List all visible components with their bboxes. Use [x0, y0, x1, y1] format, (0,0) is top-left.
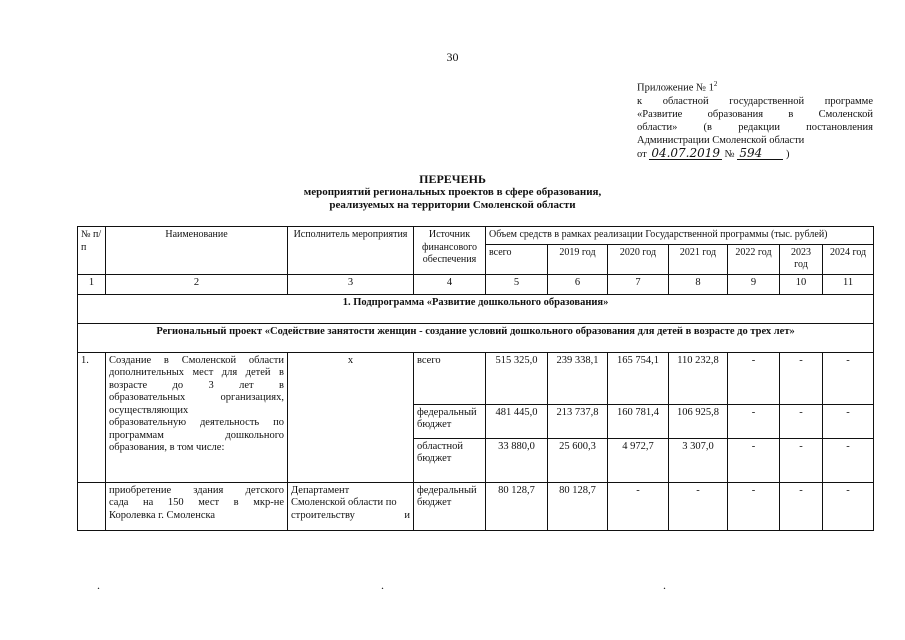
value-cell: 213 737,8 — [548, 404, 608, 438]
value-cell: 33 880,0 — [486, 438, 548, 482]
project-title: Региональный проект «Содействие занятости женщин - создание условий дошкольного образования для детей в возрасте до трех лет» — [78, 323, 874, 352]
header-year: всего — [486, 244, 548, 274]
section-row — [78, 294, 874, 323]
value-cell: - — [780, 404, 823, 438]
value-cell: - — [669, 482, 728, 530]
appendix-date-line: от 04.07.2019 № 594 ) — [637, 146, 790, 160]
header-year: 2020 год — [608, 244, 669, 274]
column-number: 11 — [823, 274, 874, 294]
header-year: 2022 год — [728, 244, 780, 274]
measures-table — [77, 226, 874, 531]
value-cell: 80 128,7 — [486, 482, 548, 530]
header-year: 2024 год — [823, 244, 874, 274]
header-year: 2021 год — [669, 244, 728, 274]
value-cell: 25 600,3 — [548, 438, 608, 482]
column-number: 1 — [78, 274, 106, 294]
appendix-title: Приложение № $1^2$ — [637, 80, 718, 94]
value-cell: - — [823, 482, 874, 530]
value-cell: - — [728, 352, 780, 404]
appendix-block — [637, 78, 873, 161]
header-volume: Объем средств в рамках реализации Государственной программы (тыс. рублей) — [486, 227, 874, 245]
row-source: всего — [414, 352, 486, 404]
footer-dot: . — [381, 578, 384, 592]
value-cell: 165 754,1 — [608, 352, 669, 404]
column-number: 3 — [288, 274, 414, 294]
appendix-line: к областной государственной программе — [637, 95, 873, 107]
column-number: 9 — [728, 274, 780, 294]
value-cell: - — [780, 438, 823, 482]
handwritten-date: 04.07.2019 — [651, 146, 721, 160]
header-num: № п/п — [78, 227, 106, 275]
handwritten-number: 594 — [737, 147, 783, 160]
document-title: ПЕРЕЧЕНЬ — [419, 172, 486, 186]
column-number: 8 — [669, 274, 728, 294]
value-cell: - — [780, 482, 823, 530]
table-row — [78, 352, 874, 404]
value-cell: 3 307,0 — [669, 438, 728, 482]
value-cell: - — [728, 482, 780, 530]
value-cell: 110 232,8 — [669, 352, 728, 404]
appendix-line: области» (в редакции постановления — [637, 121, 873, 133]
appendix-line: Администрации Смоленской области — [637, 134, 805, 146]
column-number: 5 — [486, 274, 548, 294]
appendix-line: «Развитие образования в Смоленской — [637, 108, 873, 120]
column-number: 2 — [106, 274, 288, 294]
column-number: 4 — [414, 274, 486, 294]
value-cell: 515 325,0 — [486, 352, 548, 404]
value-cell: 239 338,1 — [548, 352, 608, 404]
footer-dot: . — [97, 578, 100, 592]
row-num — [78, 482, 106, 530]
row-executor: х — [288, 352, 414, 482]
value-cell: - — [728, 404, 780, 438]
row-name: Создание в Смоленской области дополнительных мест для детей в возрасте до 3 лет в образовательных организациях, осуществляющих образовательную деятельность по программам дошкольного образования, в том числе: — [106, 352, 288, 482]
value-cell: - — [608, 482, 669, 530]
document-subtitle: реализуемых на территории Смоленской области — [329, 199, 576, 211]
column-numbers-row — [78, 274, 874, 294]
table-header-row — [78, 227, 874, 245]
column-number: 7 — [608, 274, 669, 294]
value-cell: - — [823, 404, 874, 438]
footer-dot: . — [663, 578, 666, 592]
header-year: 2019 год — [548, 244, 608, 274]
column-number: 10 — [780, 274, 823, 294]
row-source: федеральный бюджет — [414, 482, 486, 530]
value-cell: 106 925,8 — [669, 404, 728, 438]
column-number: 6 — [548, 274, 608, 294]
row-source: областной бюджет — [414, 438, 486, 482]
value-cell: 160 781,4 — [608, 404, 669, 438]
project-row — [78, 323, 874, 352]
value-cell: - — [728, 438, 780, 482]
section-title: 1. Подпрограмма «Развитие дошкольного образования» — [78, 294, 874, 323]
value-cell: - — [823, 352, 874, 404]
row-executor: Департамент Смоленской области по строительству и — [288, 482, 414, 530]
row-num: 1. — [78, 352, 106, 482]
header-name: Наименование — [106, 227, 288, 275]
page-number: 30 — [446, 50, 459, 64]
value-cell: 80 128,7 — [548, 482, 608, 530]
document-subtitle: мероприятий региональных проектов в сфере образования, — [303, 186, 602, 198]
value-cell: - — [780, 352, 823, 404]
value-cell: 4 972,7 — [608, 438, 669, 482]
table-row — [78, 482, 874, 530]
header-year: 2023 год — [780, 244, 823, 274]
value-cell: - — [823, 438, 874, 482]
value-cell: 481 445,0 — [486, 404, 548, 438]
row-source: федеральный бюджет — [414, 404, 486, 438]
header-source: Источник финансового обеспечения — [414, 227, 486, 275]
row-name: приобретение здания детского сада на 150 мест в мкр-не Королевка г. Смоленска — [106, 482, 288, 530]
header-executor: Исполнитель мероприятия — [288, 227, 414, 275]
